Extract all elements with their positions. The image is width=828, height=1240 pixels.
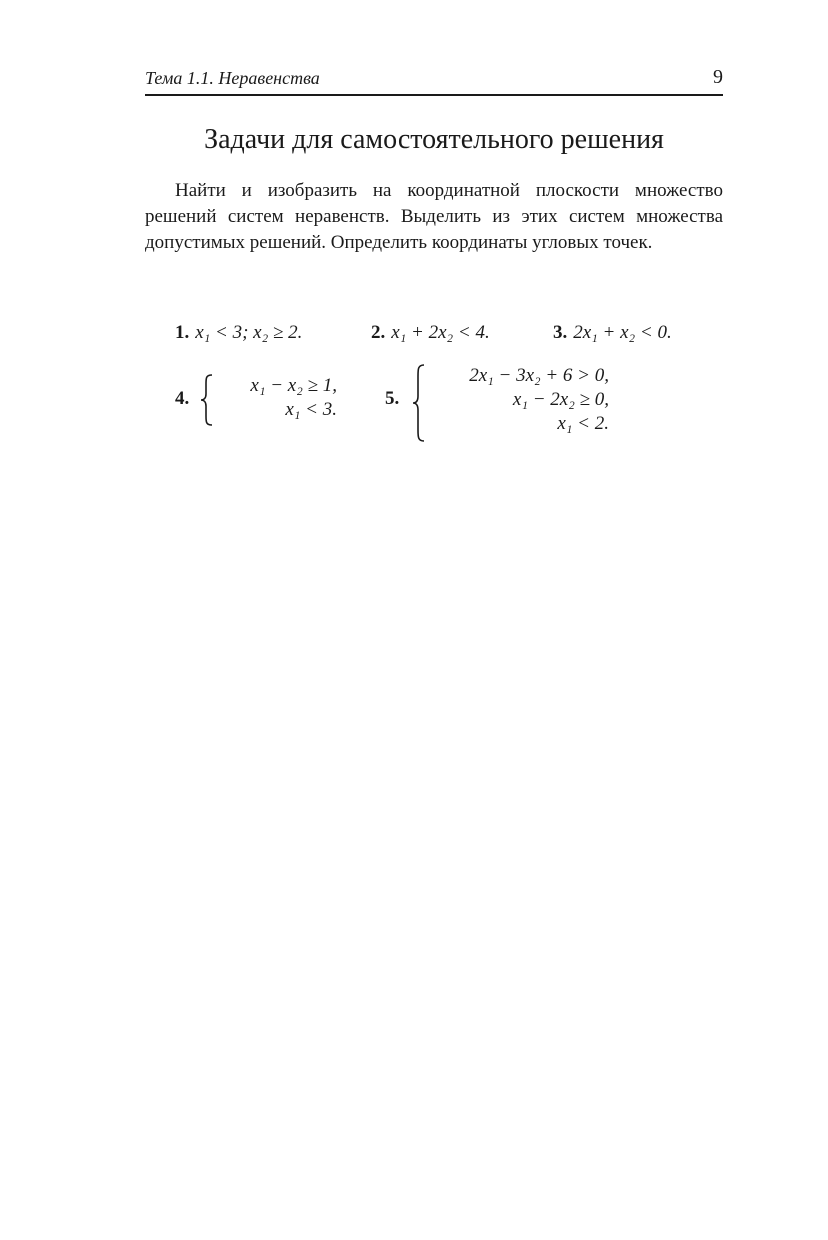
system-line: x₁ − x₂ ≥ 1, [250,375,337,396]
intro-paragraph: Найти и изобразить на координатной плоскости множество решений систем неравенств. Выделить из этих систем множества допустимых решений. Определить координаты угловых точек. [145,180,723,253]
problem-number: 2. [371,322,386,343]
running-header [145,66,723,96]
system-line: x₁ < 2. [557,413,609,434]
page-number: 9 [713,66,723,88]
problem-expression: x₁ < 3; x₂ ≥ 2. [195,322,303,343]
section-title: Задачи для самостоятельного решения [204,124,664,155]
problem-1 [175,322,302,344]
system-line: x₁ − 2x₂ ≥ 0, [512,389,609,410]
left-brace-icon [411,364,427,442]
system-lines [433,364,609,436]
header-title: Тема 1.1. Неравенства [145,68,320,88]
system-lines [219,374,337,422]
problem-number: 3. [553,322,568,343]
system-line: 2x₁ − 3x₂ + 6 > 0, [469,365,609,386]
problem-5-system [385,362,625,446]
problem-2 [371,322,490,344]
problem-expression: 2x₁ + x₂ < 0. [573,322,672,343]
problem-number: 1. [175,322,190,343]
left-brace-icon [199,374,215,426]
system-line: x₁ < 3. [285,399,337,420]
problem-number: 5. [385,388,400,409]
problem-3 [553,322,672,344]
problem-4-system [175,372,345,432]
problem-expression: x₁ + 2x₂ < 4. [391,322,490,343]
problem-number: 4. [175,388,190,409]
